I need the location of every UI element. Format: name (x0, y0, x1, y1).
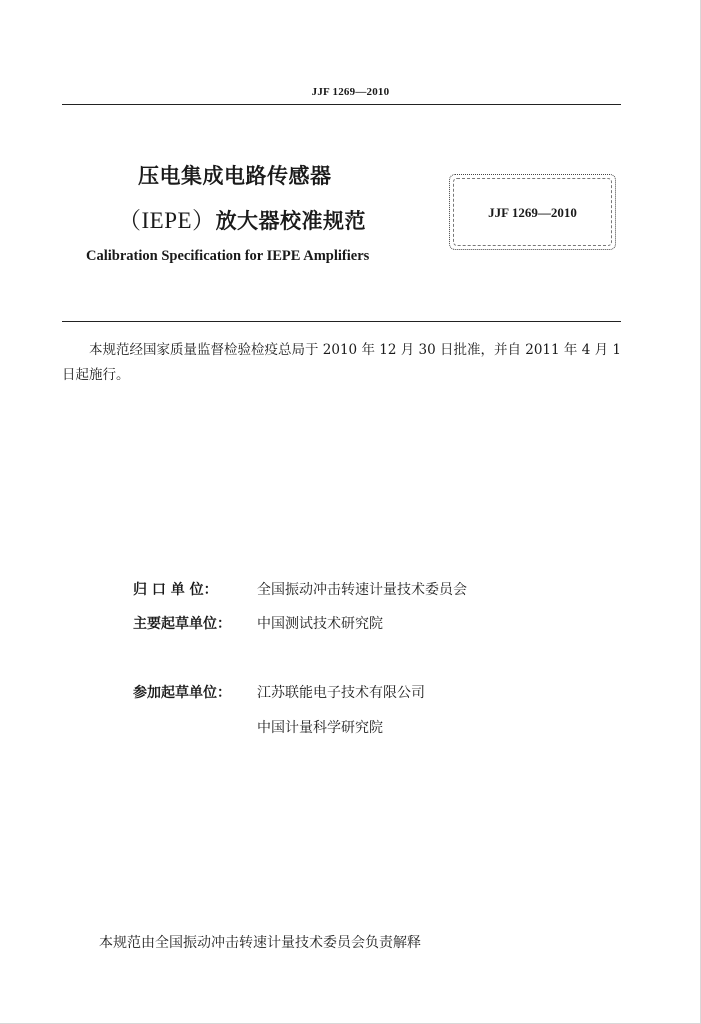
standard-code-box-text: JJF 1269—2010 (488, 205, 577, 220)
title-iepe-label: （IEPE） (118, 208, 216, 233)
title-rule (62, 321, 621, 322)
interpretation-note: 本规范由全国振动冲击转速计量技术委员会负责解释 (99, 935, 421, 951)
main-drafter-label: 主要起草单位： (133, 616, 231, 632)
responsible-unit-label: 归 口 单 位： (133, 582, 218, 598)
participating-drafter-value-1: 江苏联能电子技术有限公司 (257, 685, 425, 701)
responsible-unit-value: 全国振动冲击转速计量技术委员会 (257, 582, 467, 598)
header-rule (62, 104, 621, 105)
title-chinese-line-1: 压电集成电路传感器 (138, 164, 332, 188)
title-line-2-text: 放大器校准规范 (215, 209, 367, 233)
header-standard-code: JJF 1269—2010 (311, 86, 390, 98)
participating-drafter-value-2: 中国计量科学研究院 (257, 720, 383, 736)
title-chinese-line-2 (118, 202, 366, 235)
participating-drafter-label: 参加起草单位： (133, 685, 231, 701)
standard-code-box (449, 174, 616, 250)
approval-statement: 本规范经国家质量监督检验检疫总局于 2010 年 12 月 30 日批准，并自 2011 年 4 月 1 日起施行。 (62, 342, 621, 383)
title-english: Calibration Specification for IEPE Amplifiers (86, 248, 370, 264)
main-drafter-value: 中国测试技术研究院 (257, 616, 383, 632)
